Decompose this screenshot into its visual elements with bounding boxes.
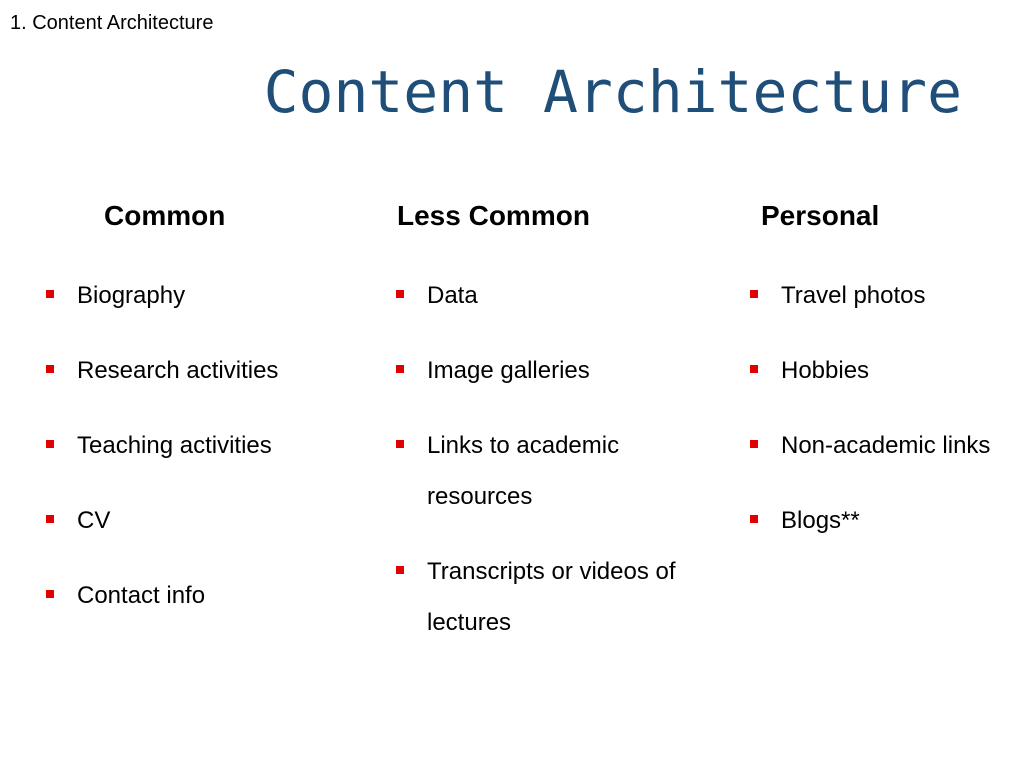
list-item-label: Teaching activities	[77, 432, 272, 459]
list-item	[394, 270, 724, 321]
square-bullet-icon	[750, 365, 758, 373]
column-heading-common: Common	[104, 200, 226, 231]
square-bullet-icon	[396, 566, 404, 574]
list-item-label: Travel photos	[781, 282, 926, 309]
list-item	[394, 546, 724, 648]
square-bullet-icon	[46, 290, 54, 298]
square-bullet-icon	[46, 440, 54, 448]
square-bullet-icon	[396, 440, 404, 448]
list-item	[44, 420, 364, 471]
list-item	[748, 345, 1008, 396]
column-heading-personal: Personal	[761, 200, 880, 231]
list-item-label: Blogs**	[781, 507, 860, 534]
list-item	[394, 345, 724, 396]
list-common	[44, 270, 364, 621]
square-bullet-icon	[750, 515, 758, 523]
square-bullet-icon	[750, 440, 758, 448]
square-bullet-icon	[396, 365, 404, 373]
list-item	[748, 420, 1008, 471]
column-personal	[748, 196, 1008, 570]
list-item	[44, 345, 364, 396]
list-item	[44, 495, 364, 546]
square-bullet-icon	[396, 290, 404, 298]
list-less-common	[394, 270, 724, 648]
list-item-label: Links to academic resources	[427, 432, 620, 510]
list-item-label: Transcripts or videos of lectures	[427, 558, 676, 636]
list-item-label: Research activities	[77, 357, 279, 384]
list-item	[394, 420, 724, 522]
list-item-label: Contact info	[77, 582, 206, 609]
square-bullet-icon	[46, 365, 54, 373]
list-item-label: Image galleries	[427, 357, 590, 384]
list-item-label: Data	[427, 282, 478, 309]
list-item-label: CV	[77, 507, 111, 534]
square-bullet-icon	[750, 290, 758, 298]
list-item-label: Biography	[77, 282, 186, 309]
list-item-label: Non-academic links	[781, 432, 991, 459]
list-item-label: Hobbies	[781, 357, 870, 384]
list-item	[44, 570, 364, 621]
list-item	[748, 270, 1008, 321]
column-common	[44, 196, 364, 645]
section-label: 1. Content Architecture	[10, 12, 214, 34]
list-item	[44, 270, 364, 321]
column-less-common	[394, 196, 724, 672]
list-personal	[748, 270, 1008, 546]
column-heading-less-common: Less Common	[397, 200, 590, 231]
square-bullet-icon	[46, 590, 54, 598]
square-bullet-icon	[46, 515, 54, 523]
list-item	[748, 495, 1008, 546]
slide-title: Content Architecture	[263, 58, 962, 126]
